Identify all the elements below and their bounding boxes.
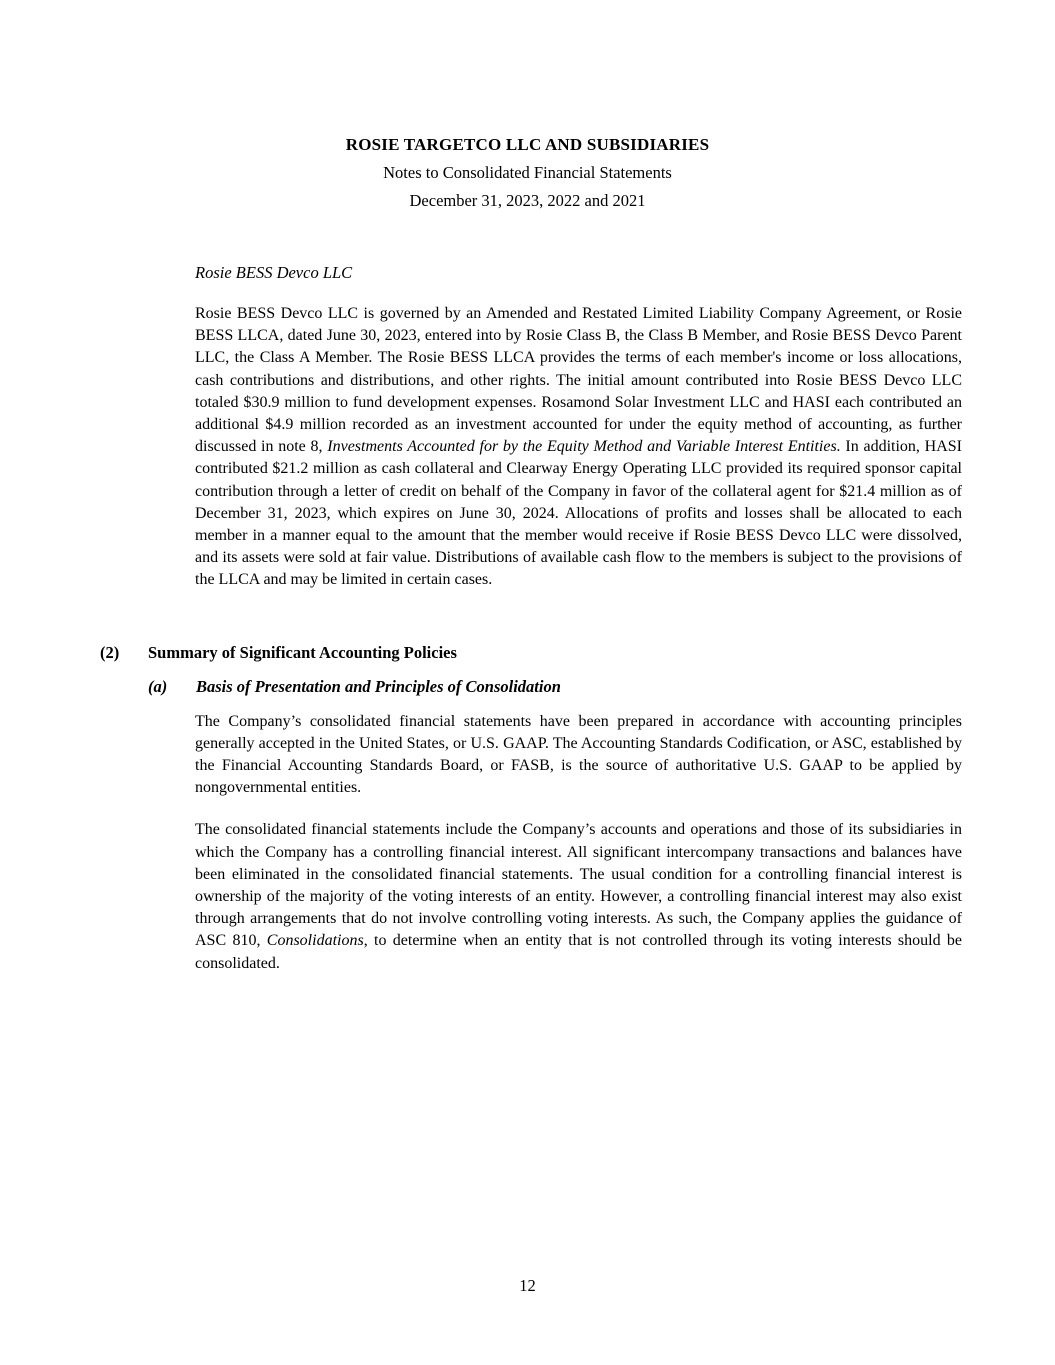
page-number: 12 — [519, 1276, 536, 1295]
paragraph-basis-of-presentation-2 — [195, 819, 962, 974]
page-footer — [0, 1274, 1055, 1297]
document-date-line: December 31, 2023, 2022 and 2021 — [409, 191, 646, 210]
paragraph-rosie-bess-devco — [195, 303, 962, 592]
subsection-a-letter: (a) — [148, 676, 168, 696]
paragraph-text-after-consolidations: , to determine when an entity that is not controlled through its voting interests should be consolidated. — [195, 932, 963, 972]
document-header — [0, 0, 1055, 215]
subsection-a-heading — [0, 675, 1055, 699]
section-2-heading — [0, 641, 1055, 665]
paragraph-text-before-consolidations: The consolidated financial statements include the Company’s accounts and operations and those of its subsidiaries in which the Company has a controlling financial interest. All significant intercompany transactions and balances have been eliminated in the consolidated financial statements. The usual condition for a controlling financial interest is ownership of the majority of the voting interests of an entity. However, a controlling financial interest may also exist through arrangements that do not involve controlling voting interests. As such, the Company applies the guidance of ASC 810, — [195, 821, 962, 950]
subsection-heading-rosie-bess-devco: Rosie BESS Devco LLC — [195, 263, 353, 282]
note-8-reference-italic: Investments Accounted for by the Equity Method and Variable Interest Entities. — [327, 438, 841, 456]
section-2-number: (2) — [100, 642, 120, 662]
paragraph-text-after-reference: In addition, HASI contributed $21.2 million as cash collateral and Clearway Energy Operating LLC provided its required sponsor capital contribution through a letter of credit on behalf of the Company in favor of the collateral agent for $21.4 million as of December 31, 2023, which expires on June 30, 2024. Allocations of profits and losses shall be allocated to each member in a manner equal to the amount that the member would receive if Rosie BESS Devco LLC were dissolved, and its assets were sold at fair value. Distributions of available cash flow to the members is subject to the provisions of the LLCA and may be limited in certain cases. — [195, 438, 963, 589]
asc-810-consolidations-italic: Consolidations — [266, 932, 364, 950]
subsection-a-title: Basis of Presentation and Principles of Consolidation — [196, 676, 561, 696]
paragraph-basis-of-presentation-1: The Company’s consolidated financial statements have been prepared in accordance with accounting principles generally accepted in the United States, or U.S. GAAP. The Accounting Standards Codification, or ASC, established by the Financial Accounting Standards Board, or FASB, is the source of authoritative U.S. GAAP to be applied by nongovernmental entities. — [195, 712, 962, 797]
section-2-title: Summary of Significant Accounting Policies — [148, 642, 457, 662]
document-title: ROSIE TARGETCO LLC AND SUBSIDIARIES — [345, 135, 710, 154]
paragraph-text-before-reference: Rosie BESS Devco LLC is governed by an Amended and Restated Limited Liability Company Agreement, or Rosie BESS LLCA, dated June 30, 2023, entered into by Rosie Class B, the Class B Member, and Rosie BESS Devco Parent LLC, the Class A Member. The Rosie BESS LLCA provides the terms of each member's income or loss allocations, cash contributions and distributions, and other rights. The initial amount contributed into Rosie BESS Devco LLC totaled $30.9 million to fund development expenses. Rosamond Solar Investment LLC and HASI each contributed an additional $4.9 million recorded as an investment accounted for under the equity method of accounting, as further discussed in note 8, — [195, 305, 962, 456]
document-subtitle: Notes to Consolidated Financial Statements — [383, 163, 672, 182]
